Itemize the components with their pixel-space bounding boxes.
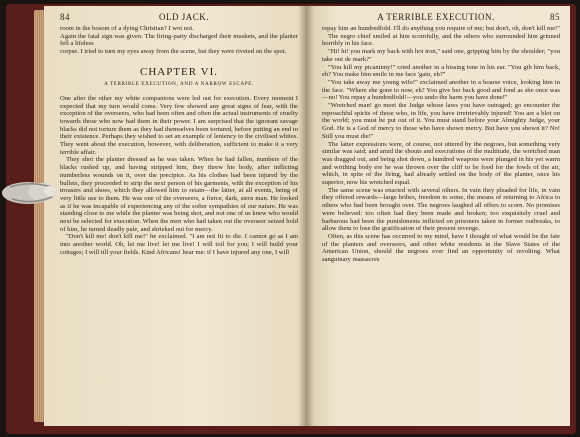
right-header-title: A TERRIBLE EXECUTION. <box>377 12 495 22</box>
paragraph: Often, as this scene has occurred to my mind, have I thought of what would be the fate of the planters and overseers, and other white residents in the Slave States of the American Union, should the negroes ever find an opportunity of revolting. What sanguinary massacres <box>322 232 560 264</box>
right-page <box>306 6 570 426</box>
left-top-text <box>60 25 298 56</box>
right-page-number: 85 <box>549 12 560 22</box>
paragraph: The same scene was enacted with several others. In vain they pleaded for life, in vain they offered rewards—large bribes, freedom to some, the means of returning to Africa to others who had been brought over. The negroes laughed all offers to scorn. No promises were believed: too often had they been made and broken; too exquisitely cruel and barbarous had been the punishments inflicted on prisoners taken in former outbreaks, to allow them to lose the gratification of their present revenge. <box>322 186 560 233</box>
thumb-icon <box>2 178 60 208</box>
text-line: corpse. I tried to turn my eyes away from the scene, but they were riveted on the spot. <box>60 48 287 56</box>
text-line: Again the fatal sign was given. The firing-party discharged their muskets, and the planter fell a lifeless <box>60 32 298 48</box>
paragraph: The latter expressions were, of course, not uttered by the negroes, but something very similar was said; and amid the shouts and execrations of the multitude, the wretched man was dragged out, and being shot down, a hundred weapons were plunged in his yet warm and writhing body ere he was thrown over the cliff to be food for the fowls of the air, which, in spite of the firing, had already settled on the body of the planter, once his superior, now his wretched equal. <box>322 140 560 187</box>
paragraph: They shot the planter dressed as he was taken. When he had fallen, numbers of the blacks rushed up, and having stripped him, they threw his body, after inflicting numberless wounds on it, over the precipice. As his clothes had been injured by the bullets, they proceeded to strip the next person of his garments, with the exception of his trousers and shoes, which they allowed him to retain—the latter, at all events, being of very little use to them. He was one of the overseers, a fierce, dark, stern man. He looked as if he was incapable of experiencing any of the softer sympathies of our nature. He was standing close to me while the planter was being shot, and not one of us knew who would next be selected for execution. When the men who had taken out the overseer seized hold of him, he turned deadly pale, and shrieked out for mercy. <box>60 156 298 233</box>
paragraph: "You take away me young wife!" exclaimed another in a hoarse voice, looking him in the face. "Where she gone to now, eh? You give her back good and fond as she once was—no! You repay a hundredfold!—you undo the harm you have done!" <box>322 78 560 102</box>
text-line: room in the bosom of a dying Christian? I wot not. <box>60 25 194 32</box>
paragraph: "Don't kill me! don't kill me!" he exclaimed. "I am not fit to die. I cannot go as I am into another world. Oh, let me live! let me live! I will toil for you; I will build your cottages; I will till your fields. Kind Africans! hear me: if I have injured any one, I will <box>60 233 298 256</box>
paragraph: "Hi! hi! you mark my back with hot iron," said one, gripping him by the shoulder; "you take out de mark?" <box>322 48 560 63</box>
paragraph: "Wretched man! go meet the Judge whose laws you have outraged; go encounter the reproachful spirits of those who, in life, you have irretrievably injured! You are a blot on the world; you must be put out of it. You must stand before your Almighty Judge, your God. He is a God of mercy to those who have shown mercy. But have you shown it? No! Still you must die!" <box>322 102 560 140</box>
right-body-text <box>322 25 560 264</box>
paragraph: "You kill my picaninny!" cried another in a hissing tone in his ear. "You gib him back, eh? You make him smile in me face 'gain, eh?" <box>322 63 560 79</box>
left-header-title: OLD JACK. <box>158 12 209 22</box>
book-gutter <box>298 6 314 426</box>
paragraph: repay him an hundredfold. I'll do anything you require of me; but don't, oh, don't kill me!" <box>322 25 560 32</box>
left-running-head <box>60 12 298 22</box>
chapter-subtitle: A TERRIBLE EXECUTION, AND A NARROW ESCAPE. <box>104 80 254 87</box>
paragraph: One after the other my white companions were led out for execution. Every moment I expected that my turn would come. Very few showed any great signs of fear, with the exception of the overseers, who had been often and often the actual instruments of cruelty towards those who now had them in their power. I am surprised that the ignorant savage blacks did not torture them as they had themselves been tortured, before putting an end to their existence. Perhaps they wished to set an example of leniency to the civilised whites. They went about the execution, however, with deliberation, sufficient to make it a very terrible affair. <box>60 94 298 156</box>
chapter-heading: CHAPTER VI. <box>139 65 219 78</box>
left-page <box>44 6 306 426</box>
left-page-number: 84 <box>60 12 70 22</box>
paragraph: The negro chief smiled at him scornfully, and the others who surrounded him grinned horribly in his face. <box>322 32 560 48</box>
left-body-text <box>60 95 298 257</box>
right-running-head <box>322 12 560 22</box>
